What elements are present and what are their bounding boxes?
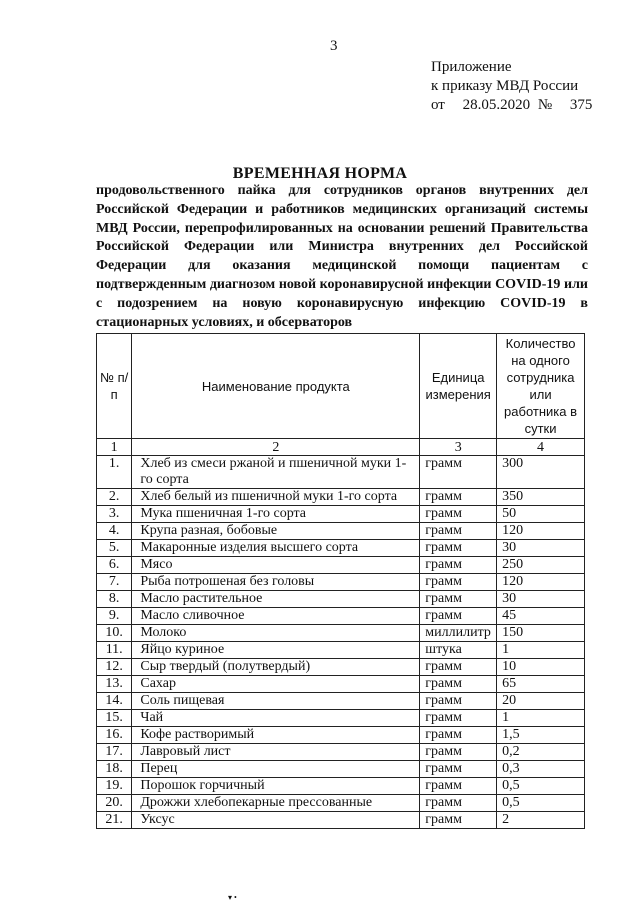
document-subtitle: продовольственного пайка для сотрудников органов внутренних дел Российской Федерации и работников медицинских организаций системы МВД России, перепрофилированных на основании решений Правительства Российской Федерации или Министра внутренних дел Российской Федерации для оказания медицинской помощи пациентам с подтвержденным диагнозом новой коронавирусной инфекции COVID-19 или с подозрением на новую коронавирусную инфекцию COVID-19 в стационарных условиях, и обсерваторов	[96, 183, 588, 330]
unit-cell: грамм	[420, 489, 497, 506]
unit-cell: грамм	[420, 506, 497, 523]
column-number-2: 2	[132, 439, 420, 456]
table-row	[97, 659, 585, 676]
unit-cell: грамм	[420, 676, 497, 693]
table-row	[97, 523, 585, 540]
product-name-cell: Соль пищевая	[132, 693, 420, 710]
table-row	[97, 795, 585, 812]
product-name-cell: Рыба потрошеная без головы	[132, 574, 420, 591]
unit-cell: грамм	[420, 591, 497, 608]
row-number-cell: 3.	[97, 506, 132, 523]
quantity-cell: 0,5	[497, 795, 585, 812]
quantity-cell: 45	[497, 608, 585, 625]
row-number-cell: 13.	[97, 676, 132, 693]
table-row	[97, 642, 585, 659]
unit-cell: грамм	[420, 727, 497, 744]
table-row	[97, 456, 585, 489]
row-number-cell: 9.	[97, 608, 132, 625]
column-number-1: 1	[97, 439, 132, 456]
row-number-cell: 15.	[97, 710, 132, 727]
unit-cell: штука	[420, 642, 497, 659]
table-row	[97, 710, 585, 727]
header-number: № п/п	[97, 334, 132, 439]
column-number-4: 4	[497, 439, 585, 456]
product-name-cell: Мука пшеничная 1-го сорта	[132, 506, 420, 523]
product-name-cell: Лавровый лист	[132, 744, 420, 761]
unit-cell: грамм	[420, 744, 497, 761]
product-name-cell: Сыр твердый (полутвердый)	[132, 659, 420, 676]
document-title: ВРЕМЕННАЯ НОРМА	[232, 165, 408, 182]
unit-cell: миллилитр	[420, 625, 497, 642]
quantity-cell: 30	[497, 540, 585, 557]
table-row	[97, 625, 585, 642]
table-column-numbers-row	[97, 439, 585, 456]
order-from-label: от	[431, 97, 445, 113]
appendix-order-ref: к приказу МВД России	[431, 78, 579, 94]
product-name-cell: Хлеб белый из пшеничной муки 1-го сорта	[132, 489, 420, 506]
order-number-sign: №	[537, 97, 553, 113]
quantity-cell: 50	[497, 506, 585, 523]
row-number-cell: 2.	[97, 489, 132, 506]
header-product-name: Наименование продукта	[132, 334, 420, 439]
row-number-cell: 12.	[97, 659, 132, 676]
unit-cell: грамм	[420, 523, 497, 540]
product-name-cell: Хлеб из смеси ржаной и пшеничной муки 1-го сорта	[132, 456, 420, 489]
page-number: 3	[330, 38, 338, 54]
table-body	[97, 456, 585, 829]
quantity-cell: 65	[497, 676, 585, 693]
row-number-cell: 20.	[97, 795, 132, 812]
product-name-cell: Крупа разная, бобовые	[132, 523, 420, 540]
unit-cell: грамм	[420, 608, 497, 625]
order-number: 375	[569, 97, 593, 113]
product-name-cell: Молоко	[132, 625, 420, 642]
product-name-cell: Кофе растворимый	[132, 727, 420, 744]
table-row	[97, 761, 585, 778]
unit-cell: грамм	[420, 693, 497, 710]
appendix-order-line	[431, 96, 592, 115]
unit-cell: грамм	[420, 795, 497, 812]
unit-cell: грамм	[420, 659, 497, 676]
row-number-cell: 17.	[97, 744, 132, 761]
quantity-cell: 120	[497, 574, 585, 591]
product-name-cell: Масло растительное	[132, 591, 420, 608]
table-header-row	[97, 334, 585, 439]
product-name-cell: Чай	[132, 710, 420, 727]
unit-cell: грамм	[420, 456, 497, 489]
header-unit: Единица измерения	[420, 334, 497, 439]
scan-mark: ▾ •	[228, 893, 237, 902]
unit-cell: грамм	[420, 812, 497, 829]
product-name-cell: Масло сливочное	[132, 608, 420, 625]
quantity-cell: 20	[497, 693, 585, 710]
product-name-cell: Яйцо куриное	[132, 642, 420, 659]
unit-cell: грамм	[420, 761, 497, 778]
row-number-cell: 4.	[97, 523, 132, 540]
quantity-cell: 2	[497, 812, 585, 829]
table-row	[97, 778, 585, 795]
table-row	[97, 557, 585, 574]
quantity-cell: 10	[497, 659, 585, 676]
row-number-cell: 11.	[97, 642, 132, 659]
product-name-cell: Мясо	[132, 557, 420, 574]
product-name-cell: Уксус	[132, 812, 420, 829]
row-number-cell: 21.	[97, 812, 132, 829]
quantity-cell: 250	[497, 557, 585, 574]
row-number-cell: 10.	[97, 625, 132, 642]
quantity-cell: 120	[497, 523, 585, 540]
product-name-cell: Дрожжи хлебопекарные прессованные	[132, 795, 420, 812]
row-number-cell: 18.	[97, 761, 132, 778]
quantity-cell: 30	[497, 591, 585, 608]
order-date: 28.05.2020	[462, 97, 531, 113]
row-number-cell: 7.	[97, 574, 132, 591]
table-row	[97, 591, 585, 608]
unit-cell: грамм	[420, 710, 497, 727]
table-row	[97, 540, 585, 557]
product-name-cell: Перец	[132, 761, 420, 778]
table-row	[97, 506, 585, 523]
table-row	[97, 727, 585, 744]
quantity-cell: 1	[497, 710, 585, 727]
quantity-cell: 150	[497, 625, 585, 642]
table-row	[97, 812, 585, 829]
row-number-cell: 5.	[97, 540, 132, 557]
appendix-label: Приложение	[431, 59, 512, 75]
row-number-cell: 8.	[97, 591, 132, 608]
column-number-3: 3	[420, 439, 497, 456]
appendix-block	[431, 58, 592, 115]
row-number-cell: 19.	[97, 778, 132, 795]
quantity-cell: 350	[497, 489, 585, 506]
row-number-cell: 6.	[97, 557, 132, 574]
unit-cell: грамм	[420, 574, 497, 591]
unit-cell: грамм	[420, 557, 497, 574]
table-row	[97, 676, 585, 693]
quantity-cell: 300	[497, 456, 585, 489]
header-quantity: Количество на одного сотрудника или работника в сутки	[497, 334, 585, 439]
table-row	[97, 744, 585, 761]
table-row	[97, 693, 585, 710]
row-number-cell: 14.	[97, 693, 132, 710]
row-number-cell: 16.	[97, 727, 132, 744]
table-row	[97, 489, 585, 506]
quantity-cell: 0,2	[497, 744, 585, 761]
quantity-cell: 1,5	[497, 727, 585, 744]
unit-cell: грамм	[420, 540, 497, 557]
ration-norm-table	[96, 333, 585, 829]
row-number-cell: 1.	[97, 456, 132, 489]
quantity-cell: 1	[497, 642, 585, 659]
quantity-cell: 0,3	[497, 761, 585, 778]
unit-cell: грамм	[420, 778, 497, 795]
quantity-cell: 0,5	[497, 778, 585, 795]
table-row	[97, 574, 585, 591]
product-name-cell: Порошок горчичный	[132, 778, 420, 795]
table-row	[97, 608, 585, 625]
product-name-cell: Сахар	[132, 676, 420, 693]
product-name-cell: Макаронные изделия высшего сорта	[132, 540, 420, 557]
